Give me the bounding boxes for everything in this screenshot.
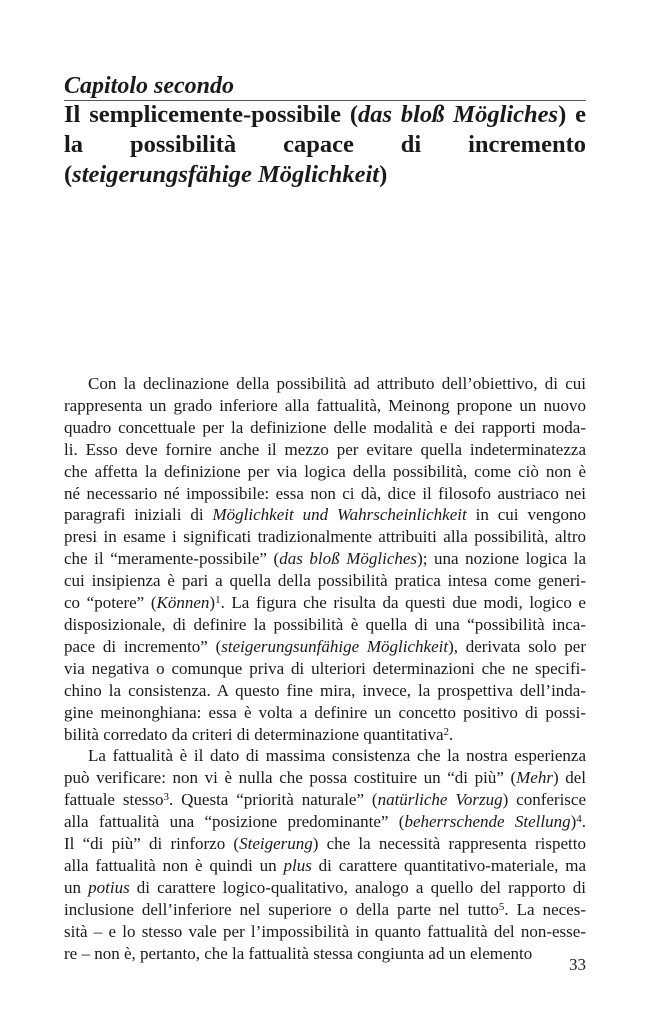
- text-segment: .: [581, 812, 586, 832]
- text-line: [64, 943, 586, 965]
- text-line: [64, 395, 586, 417]
- italic-term: Möglichkeit und Wahrscheinlichkeit: [212, 505, 467, 525]
- italic-term: steigerungsunfähige Möglichkeit: [221, 636, 449, 656]
- text-segment: .: [449, 724, 454, 744]
- text-segment: via negativa o comunque priva di ulteriori determinazioni che ne specifi-: [64, 658, 586, 678]
- text-segment: presi in esame i significati tradizionalmente attribuiti alla possibilità, altro: [64, 527, 586, 547]
- text-segment: . La neces-: [504, 899, 586, 919]
- italic-term: Steigerung: [239, 834, 313, 854]
- chapter-title: [64, 100, 586, 190]
- text-segment: ) che la necessità rappresenta rispetto: [312, 834, 586, 854]
- text-segment: fattuale stesso: [64, 790, 164, 810]
- paragraph: [64, 373, 586, 745]
- text-line: [64, 745, 586, 767]
- footnote-marker: 1: [215, 594, 221, 607]
- chapter-label: Capitolo secondo: [64, 73, 235, 99]
- text-line: [64, 789, 586, 811]
- text-line: [64, 877, 586, 899]
- text-line: [64, 855, 586, 877]
- text-segment: . La figura che risulta da questi due modi, logico e: [220, 593, 586, 613]
- text-segment: quadro concettuale per la definizione delle modalità e dei rapporti moda-: [64, 417, 586, 437]
- text-segment: alla fattualità una “posizione predominante” (: [64, 812, 405, 832]
- text-line: [64, 483, 586, 505]
- text-segment: chino la consistenza. A questo fine mira, invece, la prospettiva dell’inda-: [64, 680, 586, 700]
- text-segment: alla fattualità non è quindi un: [64, 855, 284, 875]
- text-line: [64, 526, 586, 548]
- text-line: [64, 921, 586, 943]
- text-segment: può verificare: non vi è nulla che possa costituire un “di più” (: [64, 768, 517, 788]
- text-segment: ): [570, 812, 577, 832]
- text-segment: pace di incremento” (: [64, 636, 222, 656]
- text-line: [64, 636, 586, 658]
- text-segment: rappresenta un grado inferiore alla fattualità, Meinong propone un nuovo: [64, 395, 586, 415]
- text-segment: paragrafi iniziali di: [64, 505, 213, 525]
- text-segment: gine meinonghiana: essa è volta a definire un concetto positivo di possi-: [64, 702, 586, 722]
- page-number: 33: [569, 955, 586, 974]
- text-line: [64, 767, 586, 789]
- footnote-marker: 2: [443, 725, 450, 738]
- text-segment: Il “di più” di rinforzo (: [64, 834, 240, 854]
- text-segment: cui insipienza è pari a quella della possibilità pratica intesa come generi-: [64, 571, 586, 591]
- text-segment: bilità corredato da criteri di determinazione quantitativa: [64, 724, 444, 744]
- chapter-title-part: ): [379, 161, 388, 188]
- text-segment: che affetta la definizione per via logica della possibilità, come ciò non è: [64, 461, 586, 481]
- italic-term: beherrschende Stellung: [404, 812, 571, 832]
- text-line: [64, 570, 586, 592]
- text-segment: inclusione dell’inferiore nel superiore o della parte nel tutto: [64, 899, 499, 919]
- text-segment: co “potere” (: [64, 593, 157, 613]
- text-segment: ), derivata solo per: [448, 636, 586, 656]
- text-line: [64, 614, 586, 636]
- italic-term: potius: [88, 877, 130, 897]
- text-segment: che il “meramente-possibile” (: [64, 549, 280, 569]
- text-segment: di carattere quantitativo-materiale, ma: [311, 855, 586, 875]
- chapter-title-term: das bloß Mögliches: [357, 101, 559, 128]
- text-segment: ) del: [552, 768, 586, 788]
- chapter-title-part: ) e la possibilità capace di incremento (: [64, 101, 586, 188]
- footnote-marker: 4: [576, 813, 582, 826]
- text-segment: sità – e lo stesso vale per l’impossibilità in quanto fattualità del non-esse-: [64, 921, 586, 941]
- text-line: [64, 702, 586, 724]
- text-line: [64, 592, 586, 614]
- text-line: [64, 461, 586, 483]
- paragraph: [64, 745, 586, 964]
- text-segment: ); una nozione logica la: [417, 549, 586, 569]
- text-segment: né necessario né impossibile: essa non ci dà, dice il filosofo austriaco nei: [64, 483, 586, 503]
- text-segment: . Questa “priorità naturale” (: [168, 790, 378, 810]
- text-line: [64, 439, 586, 461]
- text-segment: li. Esso deve fornire anche il mezzo per evitare quella indeterminatezza: [64, 439, 586, 459]
- text-segment: re – non è, pertanto, che la fattualità stessa congiunta ad un elemento: [64, 943, 533, 963]
- italic-term: Mehr: [516, 768, 553, 788]
- text-segment: di carattere logico-qualitativo, analogo a quello del rapporto di: [129, 877, 587, 897]
- text-line: [64, 548, 586, 570]
- italic-term: natürliche Vorzug: [377, 790, 503, 810]
- footnote-marker: 5: [498, 900, 505, 913]
- text-segment: ) conferisce: [502, 790, 586, 810]
- text-line: [64, 724, 586, 746]
- footnote-marker: 3: [163, 791, 169, 804]
- text-line: [64, 658, 586, 680]
- text-segment: un: [64, 877, 89, 897]
- text-line: [64, 811, 586, 833]
- body-text: [64, 373, 586, 964]
- text-segment: disposizionale, di definire la possibilità è quella di una “possibilità inca-: [64, 614, 586, 634]
- text-segment: Con la declinazione della possibilità ad attributo dell’obiettivo, di cui: [88, 374, 586, 393]
- text-line: [64, 833, 586, 855]
- text-line: [64, 680, 586, 702]
- italic-term: plus: [283, 855, 312, 875]
- text-segment: ): [209, 593, 216, 613]
- chapter-title-term: steigerungsfähige Möglichkeit: [72, 161, 380, 188]
- text-segment: in cui vengono: [466, 505, 586, 525]
- text-segment: La fattualità è il dato di massima consistenza che la nostra esperienza: [88, 746, 586, 766]
- text-line: [64, 504, 586, 526]
- text-line: [64, 373, 586, 395]
- chapter-title-part: Il semplicemente-possibile (: [64, 101, 358, 128]
- italic-term: das bloß Mögliches: [279, 549, 418, 569]
- italic-term: Können: [156, 593, 210, 613]
- text-line: [64, 417, 586, 439]
- text-line: [64, 899, 586, 921]
